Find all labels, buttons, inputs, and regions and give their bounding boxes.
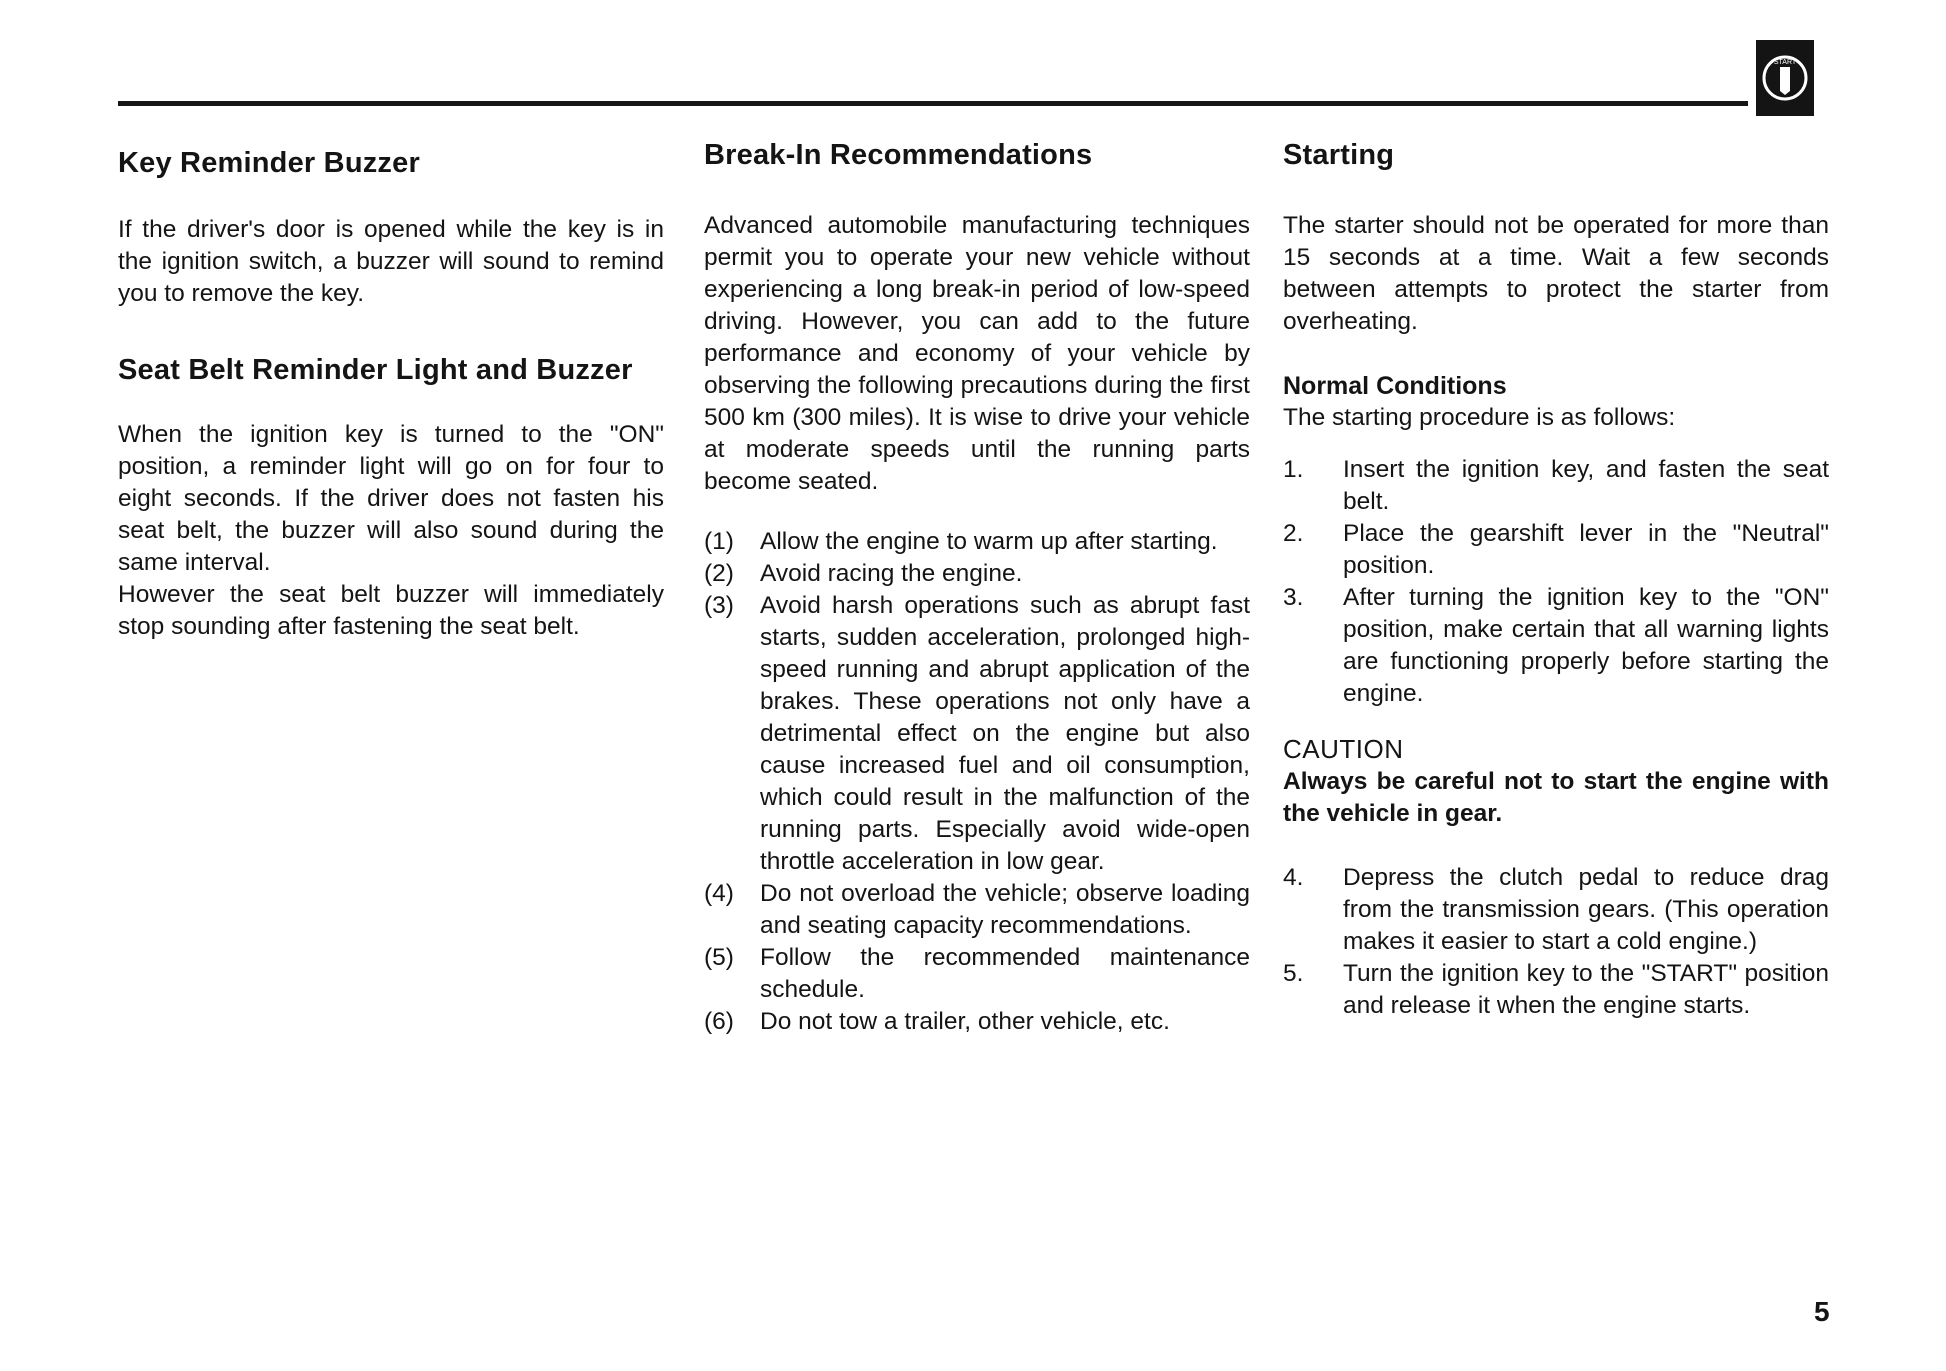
paragraph-procedure-intro: The starting procedure is as follows:: [1283, 404, 1676, 431]
paragraph-starter-warning: The starter should not be operated for more than 15 seconds at a time. Wait a few seconds between attempts to protect the starter from overheating.: [1283, 212, 1829, 335]
list-item: 1. Insert the ignition key, and fasten the seat belt.: [1283, 456, 1829, 515]
heading-starting: Starting: [1283, 139, 1395, 171]
list-item: (3) Avoid harsh operations such as abrupt fast starts, sudden acceleration, prolonged high-speed running and abrupt application of the brakes. These operations not only have a detrimental effect on the engine but also cause increased fuel and oil consumption, which could result in the malfunction of the running parts. Especially avoid wide-open throttle acceleration in low gear.: [704, 592, 1250, 875]
caution-title: CAUTION: [1283, 734, 1404, 764]
heading-key-reminder-buzzer: Key Reminder Buzzer: [118, 147, 420, 179]
svg-text:START: START: [1773, 59, 1797, 66]
list-item: (1) Allow the engine to warm up after starting.: [704, 528, 1218, 555]
list-item: (4) Do not overload the vehicle; observe loading and seating capacity recommendations.: [704, 880, 1250, 939]
column-starting: [1283, 138, 1829, 1022]
column-break-in: [704, 138, 1250, 1038]
list-item: 3. After turning the ignition key to the "ON" position, make certain that all warning lights are functioning properly before starting the engine.: [1283, 584, 1829, 707]
starting-steps-list: [1283, 454, 1829, 710]
caution-text: Always be careful not to start the engine with the vehicle in gear.: [1283, 768, 1829, 827]
header-rule: [118, 101, 1748, 106]
heading-break-in: Break-In Recommendations: [704, 139, 1093, 171]
list-item: (6) Do not tow a trailer, other vehicle, etc.: [704, 1008, 1170, 1035]
list-item: 4. Depress the clutch pedal to reduce drag from the transmission gears. (This operation makes it easier to start a cold engine.): [1283, 864, 1829, 955]
list-item: (2) Avoid racing the engine.: [704, 560, 1023, 587]
column-key-reminder: [118, 138, 664, 643]
break-in-precautions-list: [704, 526, 1250, 1038]
paragraph-seat-belt-reminder: When the ignition key is turned to the "ON" position, a reminder light will go on for four to eight seconds. If the driver does not fasten his seat belt, the buzzer will also sound during the same interval.: [118, 421, 664, 576]
list-item: (5) Follow the recommended maintenance schedule.: [704, 944, 1250, 1003]
starting-steps-list-continued: [1283, 862, 1829, 1022]
subheading-normal-conditions: Normal Conditions: [1283, 372, 1507, 400]
paragraph-key-reminder: If the driver's door is opened while the key is in the ignition switch, a buzzer will sound to remind you to remove the key.: [118, 216, 664, 307]
paragraph-seat-belt-buzzer-stop: However the seat belt buzzer will immediately stop sounding after fastening the seat belt.: [118, 581, 664, 640]
page-number: 5: [1814, 1296, 1830, 1327]
heading-seat-belt-reminder: Seat Belt Reminder Light and Buzzer: [118, 354, 633, 386]
list-item: 5. Turn the ignition key to the "START" position and release it when the engine starts.: [1283, 960, 1829, 1019]
list-item: 2. Place the gearshift lever in the "Neutral" position.: [1283, 520, 1829, 579]
start-key-glyph: [1760, 53, 1810, 103]
paragraph-break-in-intro: Advanced automobile manufacturing techniques permit you to operate your new vehicle without experiencing a long break-in period of low-speed driving. However, you can add to the future performance and economy of your vehicle by observing the following precautions during the first 500 km (300 miles). It is wise to drive your vehicle at moderate speeds until the running parts become seated.: [704, 212, 1250, 495]
start-key-icon: [1756, 40, 1814, 116]
